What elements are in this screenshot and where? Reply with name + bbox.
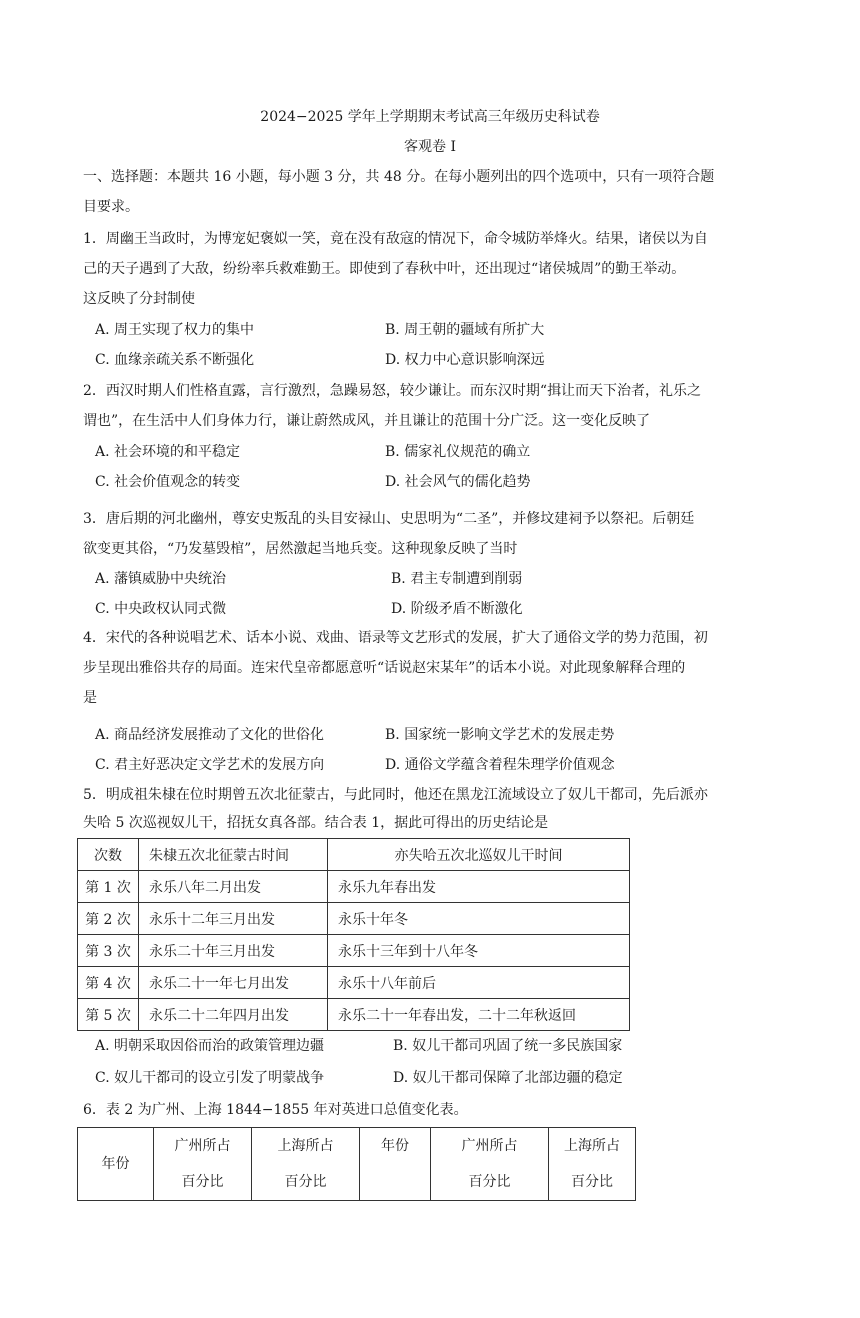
table-cell: 第 4 次 (78, 967, 139, 999)
table-cell: 永乐十二年三月出发 (139, 903, 328, 935)
header-line: 百分比 (284, 1174, 327, 1190)
table-cell: 永乐十三年到十八年冬 (328, 935, 630, 967)
question-text: 5．明成祖朱棣在位时期曾五次北征蒙古，与此同时，他还在黑龙江流域设立了奴儿干都司，先后派亦 (83, 787, 708, 803)
option-a: A. 明朝采取因俗而治的政策管理边疆 (95, 1038, 325, 1054)
section-instructions: 一、选择题：本题共 16 小题，每小题 3 分，共 48 分。在每小题列出的四个选项中，只有一项符合题 (83, 169, 715, 185)
option-a: A. 商品经济发展推动了文化的世俗化 (95, 727, 325, 743)
table-cell: 第 5 次 (78, 999, 139, 1031)
option-c: C. 中央政权认同式微 (95, 601, 227, 617)
question-text: 欲变更其俗，“乃发墓毁棺”，居然激起当地兵变。这种现象反映了当时 (83, 541, 518, 557)
table-cell: 永乐二十一年春出发，二十二年秋返回 (328, 999, 630, 1031)
question-text: 谓也”，在生活中人们身体力行，谦让蔚然成风，并且谦让的范围十分广泛。这一变化反映了 (83, 413, 651, 429)
table-header-cell: 朱棣五次北征蒙古时间 (139, 839, 328, 871)
table-header-cell (154, 1128, 252, 1201)
header-line: 广州所占 (461, 1138, 518, 1154)
table-header-cell: 年份 (360, 1128, 431, 1201)
table-header-cell: 亦失哈五次北巡奴儿干时间 (328, 839, 630, 871)
option-a: A. 周王实现了权力的集中 (95, 322, 255, 338)
option-d: D. 奴儿干都司保障了北部边疆的稳定 (393, 1070, 623, 1086)
table-cell: 第 3 次 (78, 935, 139, 967)
header-line: 上海所占 (277, 1138, 334, 1154)
question-text: 2．西汉时期人们性格直露，言行激烈，急躁易怒，较少谦让。而东汉时期“揖让而天下治者，礼乐之 (83, 383, 702, 399)
table-cell: 永乐九年春出发 (328, 871, 630, 903)
table-header-cell (431, 1128, 549, 1201)
table-1 (77, 838, 630, 1031)
table-row (78, 903, 630, 935)
option-b: B. 周王朝的疆域有所扩大 (385, 322, 545, 338)
table-cell: 永乐八年二月出发 (139, 871, 328, 903)
option-d: D. 社会风气的儒化趋势 (385, 474, 531, 490)
page-title: 2024−2025 学年上学期期末考试高三年级历史科试卷 (260, 109, 600, 125)
option-a: A. 藩镇威胁中央统治 (95, 571, 227, 587)
table-header-row (78, 839, 630, 871)
question-text: 6．表 2 为广州、上海 1844−1855 年对英进口总值变化表。 (83, 1102, 468, 1118)
table-header-cell: 次数 (78, 839, 139, 871)
table-row (78, 935, 630, 967)
table-cell: 第 2 次 (78, 903, 139, 935)
option-d: D. 阶级矛盾不断激化 (391, 601, 523, 617)
option-b: B. 奴儿干都司巩固了统一多民族国家 (393, 1038, 623, 1054)
question-text: 这反映了分封制使 (83, 291, 195, 307)
option-b: B. 国家统一影响文学艺术的发展走势 (385, 727, 615, 743)
table-2 (77, 1127, 636, 1201)
table-header-cell (252, 1128, 360, 1201)
table-row (78, 967, 630, 999)
question-text: 1．周幽王当政时，为博宠妃褒姒一笑，竟在没有敌寇的情况下，命令城防举烽火。结果，诸侯以为自 (83, 231, 708, 247)
table-cell: 第 1 次 (78, 871, 139, 903)
option-a: A. 社会环境的和平稳定 (95, 444, 241, 460)
option-c: C. 君主好恶决定文学艺术的发展方向 (95, 757, 325, 773)
header-line: 百分比 (571, 1174, 613, 1190)
table-row (78, 871, 630, 903)
option-b: B. 君主专制遭到削弱 (391, 571, 523, 587)
table-cell: 永乐十年冬 (328, 903, 630, 935)
page-subtitle: 客观卷 I (404, 139, 456, 155)
table-cell: 永乐二十二年四月出发 (139, 999, 328, 1031)
table-row (78, 999, 630, 1031)
option-c: C. 血缘亲疏关系不断强化 (95, 352, 255, 368)
table-cell: 永乐十八年前后 (328, 967, 630, 999)
section-instructions-cont: 目要求。 (83, 199, 139, 215)
question-text: 己的天子遇到了大敌，纷纷率兵救难勤王。即使到了春秋中叶，还出现过“诸侯城周”的勤王举动。 (83, 261, 686, 277)
option-c: C. 奴儿干都司的设立引发了明蒙战争 (95, 1070, 325, 1086)
option-d: D. 权力中心意识影响深远 (385, 352, 545, 368)
option-c: C. 社会价值观念的转变 (95, 474, 241, 490)
table-cell: 永乐二十一年七月出发 (139, 967, 328, 999)
question-text: 是 (83, 690, 97, 706)
table-header-cell: 年份 (78, 1128, 154, 1201)
question-text: 步呈现出雅俗共存的局面。连宋代皇帝都愿意听“话说赵宋某年”的话本小说。对此现象解释合理的 (83, 660, 686, 676)
question-text: 失哈 5 次巡视奴儿干，招抚女真各部。结合表 1，据此可得出的历史结论是 (83, 815, 549, 831)
table-cell: 永乐二十年三月出发 (139, 935, 328, 967)
option-b: B. 儒家礼仪规范的确立 (385, 444, 531, 460)
header-line: 广州所占 (174, 1138, 231, 1154)
header-line: 百分比 (181, 1174, 224, 1190)
option-d: D. 通俗文学蕴含着程朱理学价值观念 (385, 757, 615, 773)
header-line: 百分比 (468, 1174, 511, 1190)
question-text: 3．唐后期的河北幽州，尊安史叛乱的头目安禄山、史思明为“二圣”，并修坟建祠予以祭祀。后朝廷 (83, 511, 695, 527)
table-header-cell (549, 1128, 636, 1201)
table-header-row (78, 1128, 636, 1201)
question-text: 4．宋代的各种说唱艺术、话本小说、戏曲、语录等文艺形式的发展，扩大了通俗文学的势力范围，初 (83, 630, 708, 646)
header-line: 上海所占 (564, 1138, 620, 1154)
